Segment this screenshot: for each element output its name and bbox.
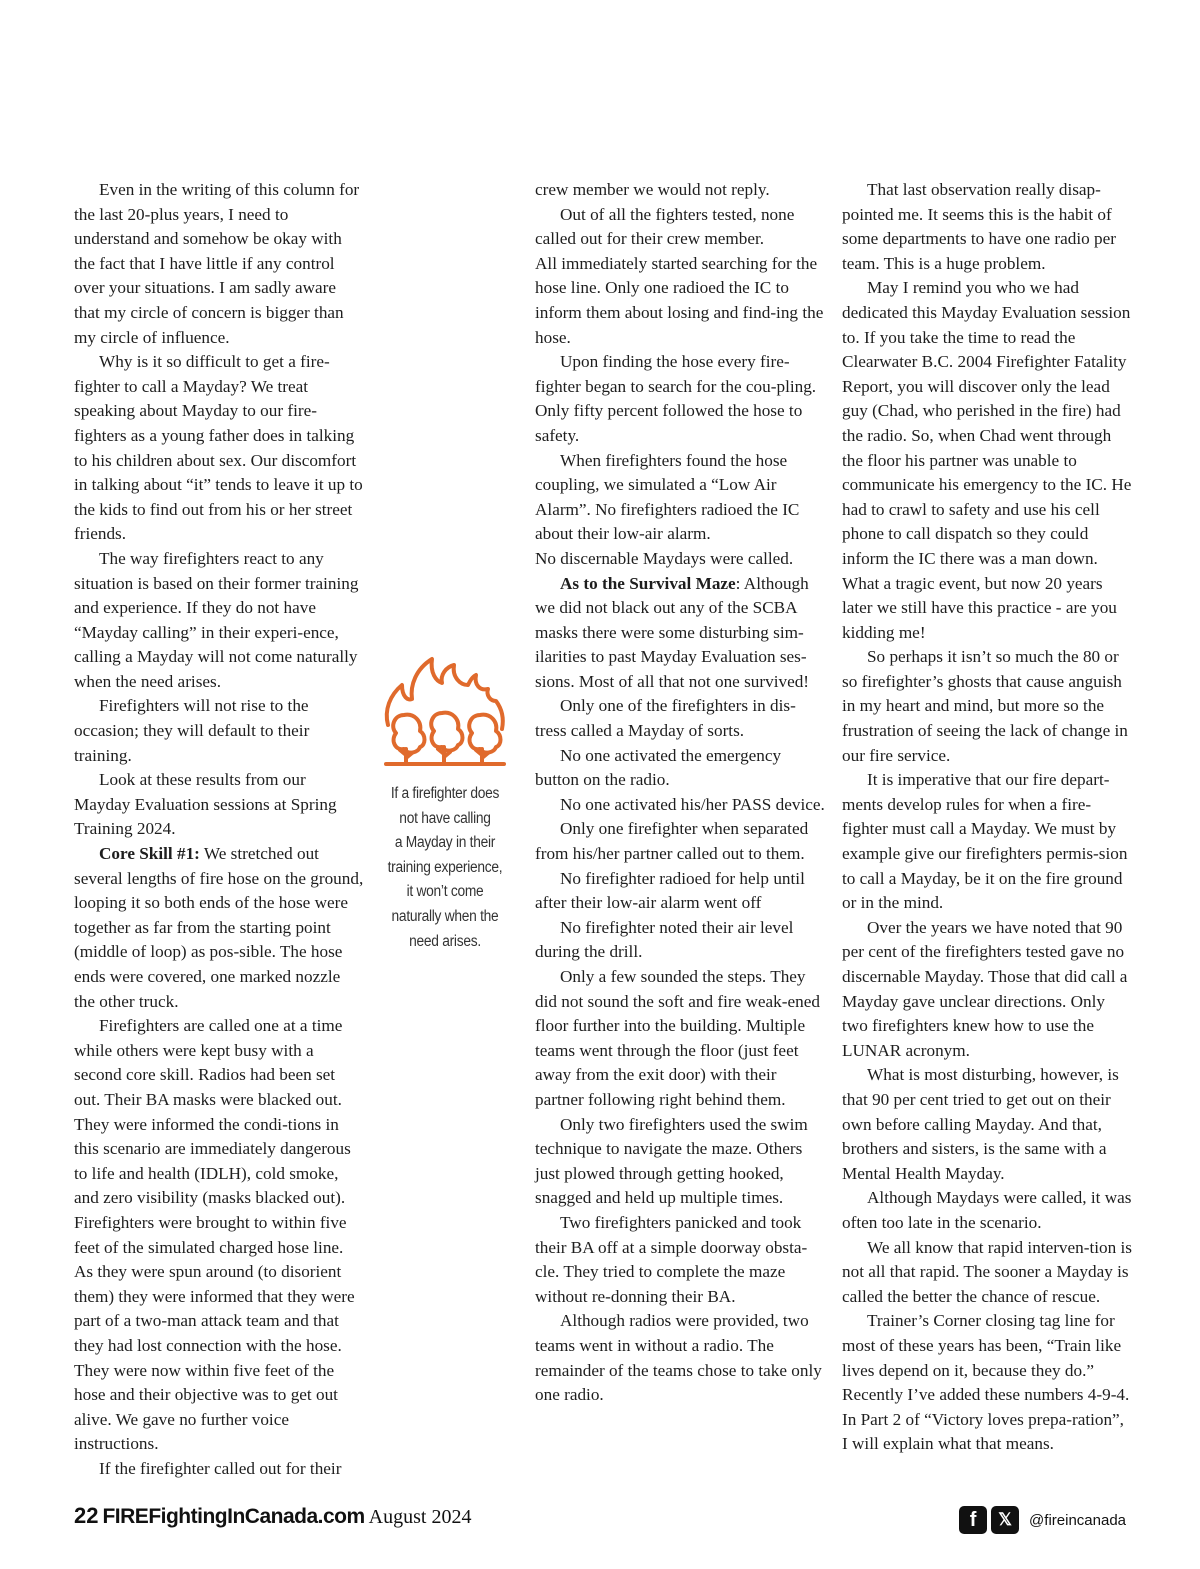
article-paragraph bbox=[535, 1309, 825, 1407]
paragraph-text: If the firefighter called out for their bbox=[99, 1458, 342, 1478]
paragraph-text: No firefighter radioed for help until after their low-air alarm went off bbox=[535, 868, 805, 913]
article-paragraph bbox=[535, 178, 825, 203]
article-paragraph bbox=[535, 744, 825, 793]
x-icon[interactable]: 𝕏 bbox=[991, 1506, 1019, 1534]
paragraph-text: No discernable Maydays were called. bbox=[535, 548, 794, 568]
article-column-1 bbox=[74, 178, 364, 1481]
site-name: FIREFightingInCanada.com bbox=[102, 1505, 365, 1528]
article-paragraph bbox=[535, 916, 825, 965]
article-paragraph bbox=[74, 547, 364, 695]
article-paragraph bbox=[535, 449, 825, 547]
article-paragraph bbox=[535, 817, 825, 866]
article-paragraph bbox=[842, 1186, 1132, 1235]
paragraph-text: Although radios were provided, two teams went in without a radio. The remainder of the teams chose to take only one radio. bbox=[535, 1311, 822, 1405]
paragraph-text: When firefighters found the hose coupling, we simulated a “Low Air Alarm”. No firefighters radioed the IC about their low-air alarm. bbox=[535, 450, 800, 544]
article-paragraph bbox=[535, 1211, 825, 1309]
article-column-3 bbox=[842, 178, 1132, 1457]
social-handle[interactable]: @fireincanada bbox=[1029, 1511, 1126, 1529]
article-paragraph bbox=[74, 178, 364, 350]
paragraph-text: Only a few sounded the steps. They did not sound the soft and fire weak-ened floor further into the building. Multiple teams went through the floor (just feet away from the exit door) with their partner following right behind them. bbox=[535, 967, 820, 1109]
page-footer bbox=[74, 1503, 471, 1529]
paragraph-text: No firefighter noted their air level during the drill. bbox=[535, 917, 794, 962]
article-paragraph bbox=[842, 768, 1132, 916]
paragraph-text: Firefighters will not rise to the occasion; they will default to their training. bbox=[74, 696, 310, 765]
article-paragraph bbox=[535, 1113, 825, 1211]
article-paragraph bbox=[535, 203, 825, 252]
paragraph-text: The way firefighters react to any situation is based on their former training and experience. If they do not have “Mayday calling” in their experi-ence, calling a Mayday will not come naturally when the need arises. bbox=[74, 548, 359, 691]
paragraph-text: Although Maydays were called, it was often too late in the scenario. bbox=[842, 1188, 1132, 1232]
forest-fire-icon bbox=[380, 655, 510, 770]
paragraph-text: Only one firefighter when separated from his/her partner called out to them. bbox=[535, 819, 809, 864]
paragraph-text: What is most disturbing, however, is that 90 per cent tried to get out on their own before calling Mayday. And that, brothers and sisters, is the same with a Mental Health Mayday. bbox=[842, 1065, 1119, 1183]
article-paragraph bbox=[74, 694, 364, 768]
paragraph-text: Even in the writing of this column for the last 20-plus years, I need to understand and somehow be okay with the fact that I have little if any control over your situations. I am sadly aware that my circle of concern is bigger than my circle of influence. bbox=[74, 180, 360, 347]
paragraph-lead-in: Core Skill #1: bbox=[99, 844, 200, 864]
paragraph-text: Why is it so difficult to get a fire-fighter to call a Mayday? We treat speaking about Mayday to our fire-fighters as a young father does in talking to his children about sex. Our discomfort in talking about “it” tends to leave it up to the kids to find out from his or her street friends. bbox=[74, 352, 363, 544]
paragraph-text: No one activated the emergency button on the radio. bbox=[535, 745, 782, 790]
paragraph-text: Out of all the fighters tested, none called out for their crew member. bbox=[535, 204, 795, 249]
article-paragraph bbox=[842, 178, 1132, 276]
paragraph-text: Over the years we have noted that 90 per cent of the firefighters tested gave no discernable Mayday. Those that did call a Mayday gave unclear directions. Only two firefighters knew how to use the LUNAR acronym. bbox=[842, 917, 1128, 1060]
pull-quote-sidebar bbox=[380, 655, 510, 954]
article-paragraph bbox=[535, 793, 825, 818]
article-paragraph bbox=[842, 916, 1132, 1064]
article-column-2 bbox=[535, 178, 825, 1408]
article-paragraph bbox=[74, 1014, 364, 1457]
paragraph-text: So perhaps it isn’t so much the 80 or so firefighter’s ghosts that cause anguish in my heart and mind, but more so the frustration of seeing the lack of change in our fire service. bbox=[842, 647, 1128, 765]
pull-quote-caption: If a firefighter does not have calling a Mayday in their training experience, it won’t come naturally when the need arises. bbox=[387, 785, 503, 950]
page-number: 22 bbox=[74, 1503, 99, 1528]
paragraph-text: Firefighters are called one at a time while others were kept busy with a second core skill. Radios had been set out. Their BA masks were blacked out. They were informed the condi-tions in this scenario are immediately dangerous to life and health (IDLH), cold smoke, and zero visibility (masks blacked out). Firefighters were brought to within five feet of the simulated charged hose line. As they were spun around (to disorient them) they were informed that they were part of a two-man attack team and that they had lost connection with the hose. They were now within five feet of the hose and their objective was to get out alive. We gave no further voice instructions. bbox=[74, 1016, 355, 1454]
paragraph-text: Only one of the firefighters in dis-tress called a Mayday of sorts. bbox=[535, 696, 796, 741]
paragraph-text: That last observation really disap-pointed me. It seems this is the habit of some departments to have one radio per team. This is a huge problem. bbox=[842, 180, 1116, 273]
issue-date: August 2024 bbox=[368, 1506, 472, 1528]
social-links bbox=[959, 1506, 1126, 1534]
paragraph-text: Trainer’s Corner closing tag line for most of these years has been, “Train like lives depend on it, because they do.” Recently I’ve added these numbers 4-9-4. In Part 2 of “Victory loves prepa-ration”, I will explain what that means. bbox=[842, 1311, 1130, 1454]
article-paragraph bbox=[535, 252, 825, 350]
facebook-icon[interactable]: f bbox=[959, 1506, 987, 1534]
article-paragraph bbox=[842, 276, 1132, 645]
article-paragraph bbox=[535, 965, 825, 1113]
article-paragraph bbox=[74, 1457, 364, 1482]
article-paragraph bbox=[535, 572, 825, 695]
article-paragraph bbox=[842, 645, 1132, 768]
article-paragraph bbox=[535, 694, 825, 743]
paragraph-text: Two firefighters panicked and took their BA off at a simple doorway obsta-cle. They tried to complete the maze without re-donning their BA. bbox=[535, 1212, 808, 1306]
paragraph-text: Look at these results from our Mayday Evaluation sessions at Spring Training 2024. bbox=[74, 770, 337, 839]
article-paragraph bbox=[74, 350, 364, 547]
article-paragraph bbox=[74, 842, 364, 1014]
paragraph-text: Only two firefighters used the swim technique to navigate the maze. Others just plowed through getting hooked, snagged and held up multiple times. bbox=[535, 1114, 808, 1208]
article-paragraph bbox=[535, 867, 825, 916]
paragraph-text: It is imperative that our fire depart-ments develop rules for when a fire-fighter must call a Mayday. We must by example give our firefighters permis-sion to call a Mayday, be it on the fire ground or in the mind. bbox=[842, 770, 1128, 913]
article-paragraph bbox=[842, 1063, 1132, 1186]
paragraph-text: We stretched out several lengths of fire hose on the ground, looping it so both ends of the hose were together as far from the starting point (middle of loop) as pos-sible. The hose ends were covered, one marked nozzle the other truck. bbox=[74, 844, 364, 1011]
article-paragraph bbox=[842, 1309, 1132, 1457]
paragraph-text: No one activated his/her PASS device. bbox=[560, 794, 825, 814]
paragraph-text: : Although we did not black out any of the SCBA masks there were some disturbing sim-ilarities to past Mayday Evaluation ses-sions. Most of all that not one survived! bbox=[535, 573, 810, 691]
paragraph-text: All immediately started searching for the hose line. Only one radioed the IC to inform them about losing and find-ing the hose. bbox=[535, 253, 824, 347]
article-paragraph bbox=[535, 547, 825, 572]
article-paragraph bbox=[74, 768, 364, 842]
paragraph-text: crew member we would not reply. bbox=[535, 180, 770, 199]
paragraph-text: May I remind you who we had dedicated this Mayday Evaluation session to. If you take the time to read the Clearwater B.C. 2004 Firefighter Fatality Report, you will discover only the lead guy (Chad, who perished in the fire) had the radio. So, when Chad went through the floor his partner was unable to communicate his emergency to the IC. He had to crawl to safety and use his cell phone to call dispatch so they could inform the IC there was a man down. What a tragic event, but now 20 years later we still have this practice - are you kidding me! bbox=[842, 278, 1132, 642]
paragraph-text: We all know that rapid interven-tion is not all that rapid. The sooner a Mayday is called the better the chance of rescue. bbox=[842, 1237, 1132, 1306]
paragraph-text: Upon finding the hose every fire-fighter began to search for the cou-pling. Only fifty percent followed the hose to safety. bbox=[535, 352, 817, 445]
paragraph-lead-in: As to the Survival Maze bbox=[560, 573, 736, 593]
article-paragraph bbox=[842, 1236, 1132, 1310]
article-paragraph bbox=[535, 350, 825, 448]
